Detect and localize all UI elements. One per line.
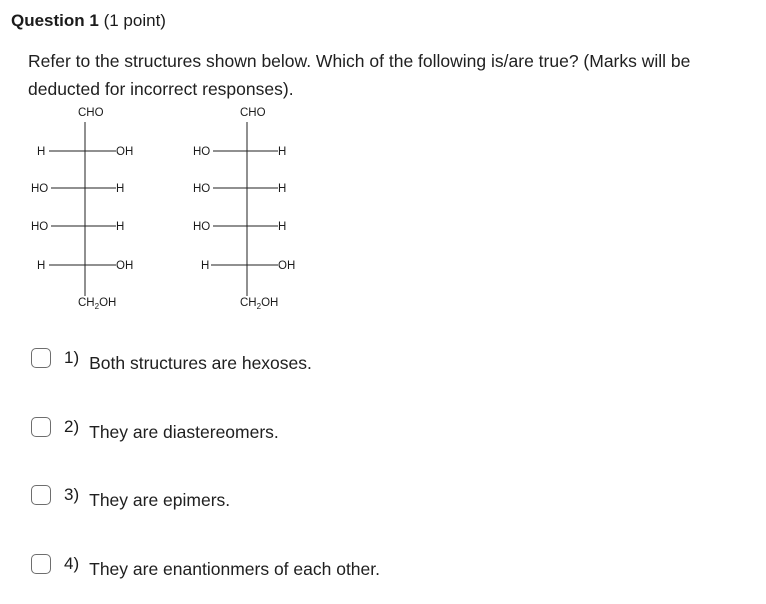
structure-1-bottom-main: CH xyxy=(78,297,95,309)
structure-2-row-4-left: H xyxy=(201,260,210,272)
structure-1-row-1-right: OH xyxy=(116,146,134,158)
option-2-checkbox[interactable] xyxy=(31,417,51,437)
structure-2-bottom-sub: 2 xyxy=(256,302,262,311)
option-1[interactable] xyxy=(31,348,312,378)
structure-2-row-2-left: HO xyxy=(193,183,211,195)
option-2-label: They are diastereomers. xyxy=(89,422,279,442)
option-1-number: 1) xyxy=(64,348,80,367)
question-prompt: Refer to the structures shown below. Which of the following is/are true? (Marks will be deducted for incorrect responses). xyxy=(28,51,691,99)
structure-1-row-3-right: H xyxy=(116,221,125,233)
structure-2-row-4-right: OH xyxy=(278,260,296,272)
structure-2-top: CHO xyxy=(240,107,266,119)
option-1-label: Both structures are hexoses. xyxy=(89,353,312,373)
option-2[interactable] xyxy=(31,417,279,447)
option-3-number: 3) xyxy=(64,485,80,504)
structure-1-row-1-left: H xyxy=(37,146,46,158)
structure-1-row-3-left: HO xyxy=(31,221,49,233)
structure-2-bottom-tail: OH xyxy=(261,297,279,309)
structure-1-bottom xyxy=(78,297,116,311)
structure-2-row-3-left: HO xyxy=(193,221,211,233)
structure-2-row-1-right: H xyxy=(278,146,287,158)
structure-1-row-4-right: OH xyxy=(116,260,134,272)
structure-2-bottom-main: CH xyxy=(240,297,257,309)
fischer-structure-1 xyxy=(31,107,133,311)
structure-1-row-2-right: H xyxy=(116,183,125,195)
structure-1-row-4-left: H xyxy=(37,260,46,272)
structure-2-row-3-right: H xyxy=(278,221,287,233)
structure-1-top: CHO xyxy=(78,107,104,119)
structure-2-row-2-right: H xyxy=(278,183,287,195)
option-4-checkbox[interactable] xyxy=(31,554,51,574)
option-2-number: 2) xyxy=(64,417,80,436)
structure-1-bottom-tail: OH xyxy=(99,297,117,309)
option-4[interactable] xyxy=(31,554,380,584)
option-4-number: 4) xyxy=(64,554,80,573)
option-3-checkbox[interactable] xyxy=(31,485,51,505)
option-3-label: They are epimers. xyxy=(89,490,231,510)
structure-2-bottom xyxy=(240,297,278,311)
fischer-structure-2 xyxy=(193,107,295,311)
option-1-checkbox[interactable] xyxy=(31,348,51,368)
structure-2-row-1-left: HO xyxy=(193,146,211,158)
option-3[interactable] xyxy=(31,485,230,515)
option-4-label: They are enantionmers of each other. xyxy=(89,559,380,579)
structure-1-bottom-sub: 2 xyxy=(94,302,100,311)
question-points: (1 point) xyxy=(103,11,166,30)
question-title: Question 1 xyxy=(11,11,99,30)
structure-1-row-2-left: HO xyxy=(31,183,49,195)
